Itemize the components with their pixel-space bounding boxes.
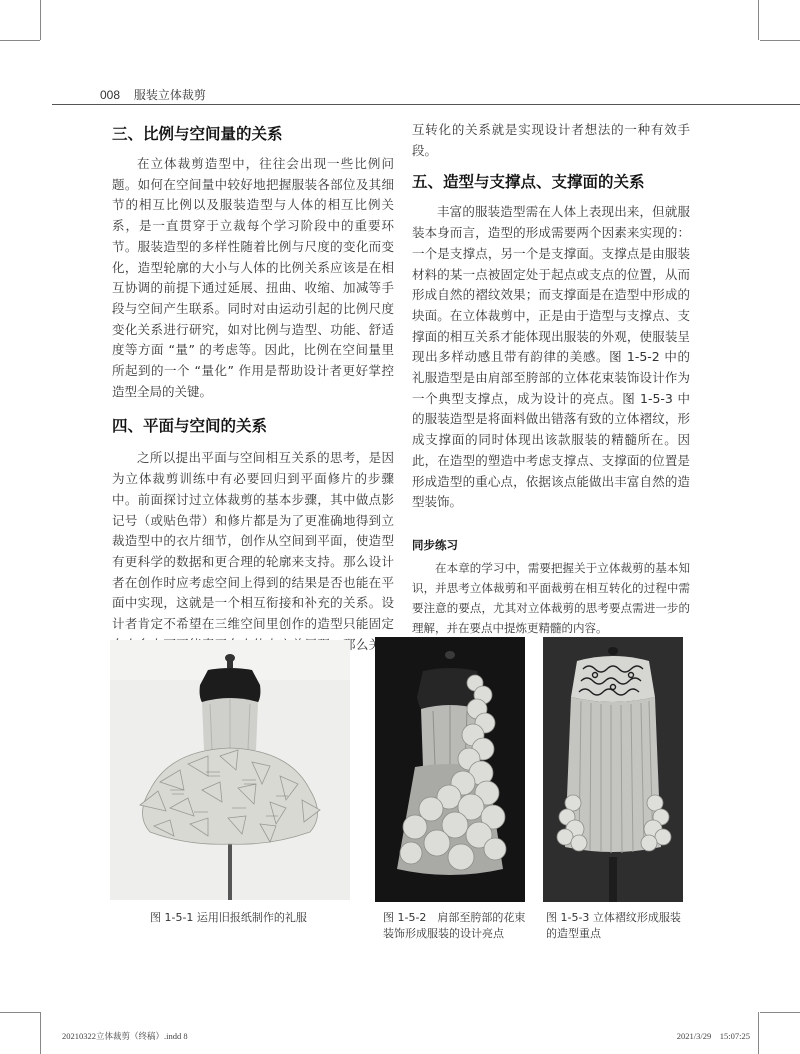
figure-newspaper-dress-photo	[110, 640, 350, 900]
figure-pleated-dress-photo	[543, 637, 683, 902]
exercise-paragraph: 在本章的学习中，需要把握关于立体裁剪的基本知识，并思考立体裁剪和平面裁剪在相互转化的过程中需要注意的要点，尤其对立体裁剪的思考要点需进一步的理解，并在要点中提炼更精髓的内容。	[412, 560, 690, 635]
section-5-paragraph: 丰富的服装造型需在人体上表现出来，但就服装本身而言，造型的形成需要两个因素来实现的：一个是支撑点，另一个是支撑面。支撑点是由服装材料的某一点被固定处于起点或支点的位置，从而形成自然的褶纹效果；而支撑面是在造型中形成的块面。在立体裁剪中，正是由于造型与支撑点、支撑面的相互关系才能体现出服装的外观，使服装呈现出多样动感且带有韵律的美感。图 1-5-2 中的礼服造型是由肩部至胯部的立体花束装饰设计作为一个典型支撑点，成为设计的亮点。图 1-5-3 中的服装造型是将面料做出错落有致的立体褶纹，形成支撑面的同时体现出该款服装的精髓所在。因此，在造型的塑造中考虑支撑点、支撑面的位置是形成造型的重心点，依据该点能做出丰富自然的造型装饰。	[412, 204, 690, 510]
figure-3-caption: 图 1-5-3 立体褶纹形成服装的造型重点	[546, 911, 681, 940]
figure-2-caption: 图 1-5-2 肩部至胯部的花束装饰形成服装的设计亮点	[383, 911, 526, 940]
book-title: 服装立体裁剪	[133, 88, 206, 102]
running-header	[100, 86, 206, 103]
header-rule	[52, 104, 800, 105]
section-4-continuation: 互转化的关系就是实现设计者想法的一种有效手段。	[412, 122, 690, 158]
figure-1-caption: 图 1-5-1 运用旧报纸制作的礼服	[150, 911, 307, 924]
section-4-paragraph: 之所以提出平面与空间相互关系的思考，是因为立体裁剪训练中有必要回归到平面修片的步骤中。前面探讨过立体裁剪的基本步骤，其中做点影记号（或贴色带）和修片都是为了更准确地得到立裁造型中的衣片细节，创作从空间到平面，使造型有更科学的数据和更合理的轮廓来支持。那么设计者在创作时应考虑空间上得到的结果是否也能在平面中实现，这就是一个相互衔接和补充的关系。设计者肯定不希望在三维空间里创作的造型只能固定 ，那么关	[112, 450, 394, 652]
slug-file: 20210322立体裁剪（终稿）.indd 8	[62, 1031, 188, 1041]
section-3-title: 三、比例与空间量的关系	[112, 125, 283, 143]
exercise-title: 同步练习	[412, 537, 458, 552]
figure-rose-dress-photo	[375, 637, 525, 902]
section-5-title: 五、造型与支撑点、支撑面的关系	[412, 173, 645, 192]
right-column	[412, 120, 690, 638]
page-number: 008	[100, 88, 121, 102]
left-column	[112, 120, 394, 676]
slug-timestamp: 2021/3/29 15:07:25	[676, 1031, 750, 1041]
section-4-title: 四、平面与空间的关系	[112, 417, 268, 436]
section-3-paragraph: 在立体裁剪造型中，往往会出现一些比例问题。如何在空间量中较好地把握服装各部位及其细节的相互比例以及服装造型与人体的相互比例关系，是一直贯穿于立裁每个学习阶段中的重要环节。服装造型的多样性随着比例与尺度的变化而变化，造型轮廓的大小与人体的比例关系应该是在相互协调的前提下通过延展、扭曲、收缩、加减等手段与空间产生联系。同时对由运动引起的比例尺度变化关系进行研究，如对比例与造型、功能、舒适度等方面 “量” 的考虑等。因此，比例在空间量里所起到的一个 “量化” 作用是帮助设计者更好掌控造型全局的关键。	[112, 156, 394, 399]
